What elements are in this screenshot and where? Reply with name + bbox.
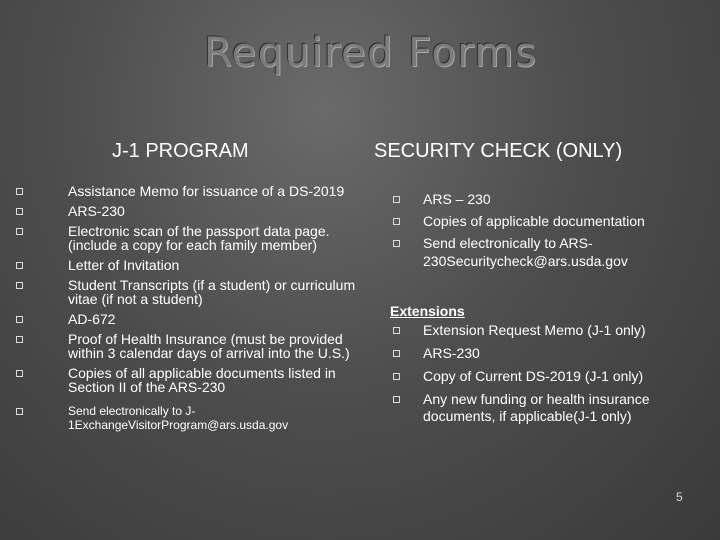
list-item-text: Copies of all applicable documents listed in Section II of the ARS-230 (68, 365, 336, 395)
list-item (0, 345, 703, 362)
list-item-text: Assistance Memo for issuance of a DS-2019 (68, 183, 345, 199)
list-item (0, 278, 368, 306)
page-number: 5 (676, 490, 683, 504)
square-bullet-icon (393, 350, 400, 357)
j1-program-heading: J-1 PROGRAM (112, 140, 249, 162)
list-item-text: Electronic scan of the passport data page. (include a copy for each family member) (68, 223, 330, 253)
square-bullet-icon (393, 218, 400, 225)
list-item-text: Student Transcripts (if a student) or curriculum vitae (if not a student) (68, 277, 356, 307)
security-check-heading: SECURITY CHECK (ONLY) (374, 140, 623, 162)
list-item-text: ARS-230 (423, 345, 480, 361)
square-bullet-icon (393, 240, 400, 247)
list-item (0, 391, 703, 425)
list-item-text: Proof of Health Insurance (must be provided within 3 calendar days of arrival into the U.S.) (68, 331, 350, 361)
security-check-list (0, 190, 693, 273)
extensions-list (0, 322, 703, 425)
slide-title: Required Forms (204, 30, 538, 76)
list-item-text: AD-672 (68, 311, 116, 327)
square-bullet-icon (16, 282, 23, 289)
list-item-text: Copies of applicable documentation (423, 213, 645, 229)
list-item-text: ARS-230 (68, 203, 125, 219)
square-bullet-icon (393, 396, 400, 403)
square-bullet-icon (393, 327, 400, 334)
list-item-text: Send electronically to J-1ExchangeVisitorProgram@ars.usda.gov (68, 404, 289, 432)
square-bullet-icon (393, 196, 400, 203)
list-item-text: Extension Request Memo (J-1 only) (423, 322, 646, 338)
list-item (0, 212, 693, 230)
list-item (0, 322, 703, 339)
list-item-text: Copy of Current DS-2019 (J-1 only) (423, 368, 644, 384)
list-item (0, 234, 693, 273)
list-item (0, 368, 703, 385)
list-item (0, 190, 693, 208)
extensions-heading: Extensions (390, 303, 465, 319)
list-item-text: ARS – 230 (423, 191, 491, 207)
list-item-text: Send electronically to ARS-230Securitycheck@ars.usda.gov (423, 235, 628, 269)
square-bullet-icon (393, 373, 400, 380)
list-item-text: Any new funding or health insurance documents, if applicable(J-1 only) (423, 391, 650, 424)
list-item-text: Letter of Invitation (68, 257, 180, 273)
